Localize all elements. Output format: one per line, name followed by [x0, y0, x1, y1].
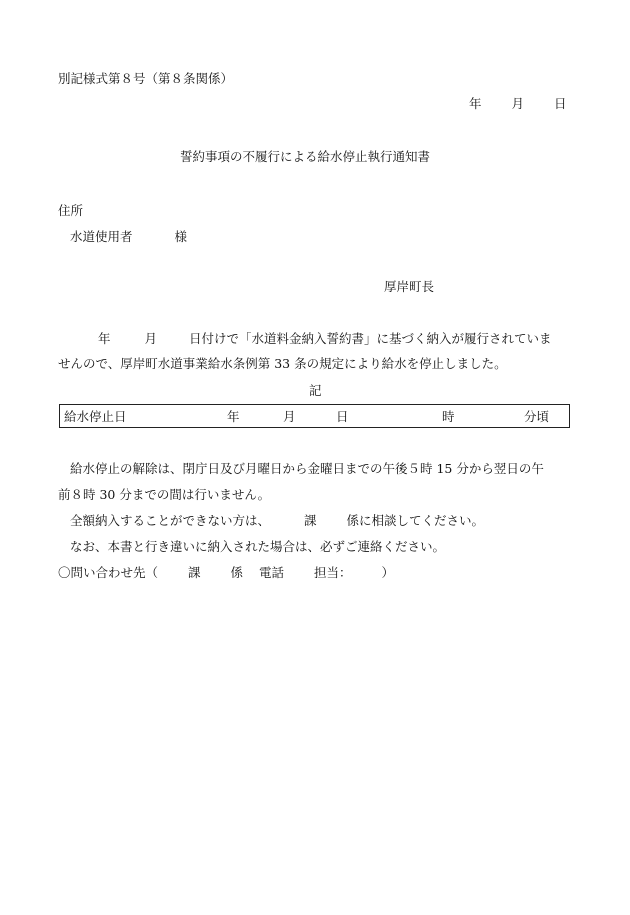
contact-close: ）: [381, 565, 395, 580]
contact-phone: 電話: [259, 565, 285, 580]
date-year: 年: [469, 96, 482, 111]
recipient-name-label: 水道使用者: [70, 229, 133, 244]
notice-line-1b: 前８時 30 分までの間は行いません。: [58, 487, 271, 502]
contact-label: 〇問い合わせ先（: [58, 565, 159, 580]
ki-label: 記: [309, 383, 322, 398]
issue-date: [469, 98, 567, 111]
body-paragraph-line-1: [98, 333, 552, 346]
date-month: 月: [511, 96, 525, 111]
stop-hour: 時: [442, 409, 455, 424]
stop-minute: 分頃: [524, 409, 550, 424]
form-number-label: 別記様式第８号（第８条関係）: [58, 71, 234, 86]
stop-date-box: [59, 404, 570, 428]
date-day: 日: [554, 96, 567, 111]
document-title: 誓約事項の不履行による給水停止執行通知書: [180, 149, 431, 164]
notice-2-ka: 課: [304, 513, 317, 528]
notice-line-2: [70, 515, 484, 528]
stop-year: 年: [227, 409, 240, 424]
notice-2-end: 係に相談してください。: [346, 513, 485, 528]
contact-kakari: 係: [230, 565, 244, 580]
notice-2-start: 全額納入することができない方は、: [70, 513, 271, 528]
notice-line-1a: 給水停止の解除は、閉庁日及び月曜日から金曜日までの午後５時 15 分から翌日の午: [70, 461, 544, 476]
recipient-line: [70, 231, 187, 244]
contact-line: [58, 567, 394, 580]
issuer-name: 厚岸町長: [384, 279, 435, 294]
contact-ka: 課: [188, 565, 201, 580]
body-line-1-text: 日付けで「水道料金納入誓約書」に基づく納入が履行されていま: [189, 331, 552, 346]
stop-date-label: 給水停止日: [64, 409, 127, 424]
stop-day: 日: [336, 409, 349, 424]
recipient-honorific: 様: [174, 229, 188, 244]
body-month: 月: [144, 331, 158, 346]
stop-month: 月: [283, 409, 296, 424]
body-paragraph-line-2: せんので、厚岸町水道事業給水条例第 33 条の規定により給水を停止しました。: [58, 356, 507, 371]
notice-line-3: なお、本書と行き違いに納入された場合は、必ずご連絡ください。: [70, 539, 446, 554]
contact-person: 担当：: [314, 565, 352, 580]
body-year: 年: [98, 331, 111, 346]
address-label: 住所: [58, 203, 84, 218]
